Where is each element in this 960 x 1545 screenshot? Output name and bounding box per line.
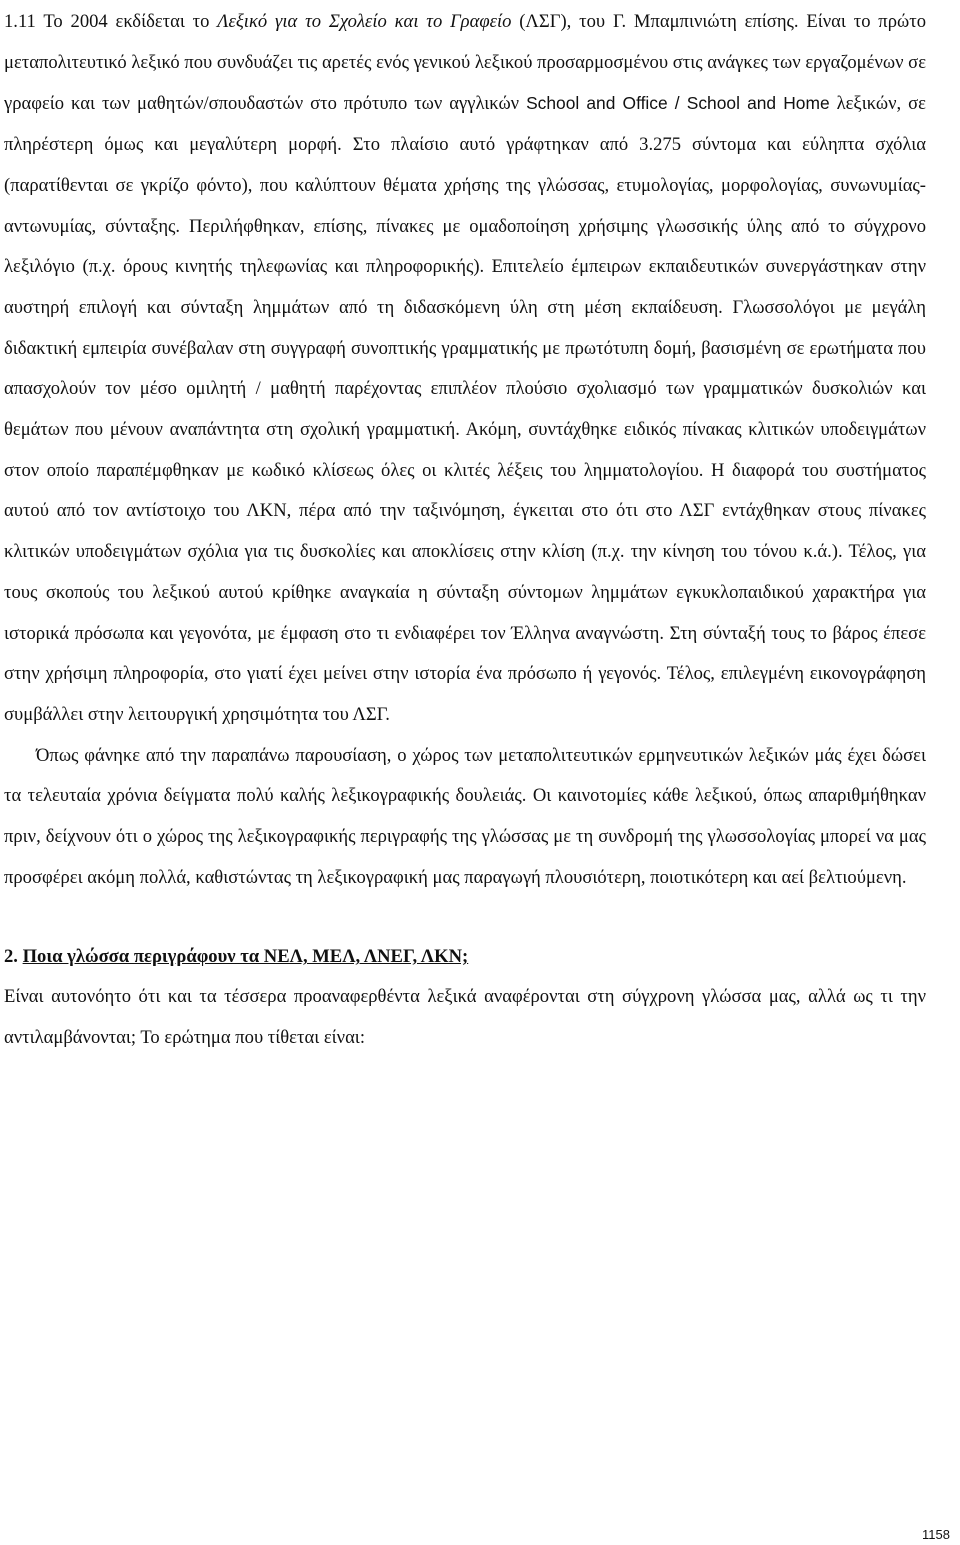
page-number: 1158 (922, 1527, 950, 1542)
paragraph-conclusion: Όπως φάνηκε από την παραπάνω παρουσίαση, ο χώρος των μεταπολιτευτικών ερμηνευτικών λεξικών μάς έχει δώσει τα τελευταία χρόνια δείγματα πολύ καλής λεξικογραφικής δουλειάς. Οι καινοτομίες κάθε λεξικού, όπως απαριθμήθηκαν πριν, δείχνουν ότι ο χώρος της λεξικογραφικής περιγραφής της γλώσσας με τη συνδρομή της γλωσσολογίας μπορεί να μας προσφέρει ακόμη πολλά, καθιστώντας τη λεξικογραφική μας παραγωγή πλουσιότερη, ποιοτικότερη και αεί βελτιούμενη. (4, 744, 926, 888)
section-title: Ποια γλώσσα περιγράφουν τα ΝΕΛ, ΜΕΛ, ΛΝΕΓ, ΛΚΝ; (22, 946, 469, 968)
paragraph-after-title: (ΛΣΓ), του Γ. Μπαμπινιώτη επίσης. Είναι το πρώτο μεταπολιτευτικό λεξικό που συνδυάζει τις αρετές ενός γενικού λεξικού προσαρμοσμένου στις ανάγκες των εργαζομένων σε γραφείο και των μαθητών/σπουδαστών στο πρότυπο των αγγλικών (4, 11, 926, 115)
paragraph-question: Είναι αυτονόητο ότι και τα τέσσερα προαναφερθέντα λεξικά αναφέρονται στη σύγχρονη γλώσσα μας, αλλά ως τι την αντιλαμβάνονται; Το ερώτημα που τίθεται είναι: (4, 986, 926, 1049)
paragraph-ltsg-description (4, 2, 926, 736)
english-dictionary-terms: School and Office / School and Home (526, 93, 830, 114)
paragraph-rest: λεξικών, σε πληρέστερη όμως και μεγαλύτερη μορφή. Στο πλαίσιο αυτό γράφτηκαν από 3.275 σύντομα και εύληπτα σχόλια (παρατίθενται σε γκρίζο φόντο), που καλύπτουν θέματα χρήσης της γλώσσας, ετυμολογίας, μορφολογίας, συνωνυμίας-αντωνυμίας, σύνταξης. Περιλήφθηκαν, επίσης, πίνακες με ομαδοποίηση χρήσιμης γλωσσικής ύλης από το σύγχρονο λεξιλόγιο (π.χ. όρους κινητής τηλεφωνίας και πληροφορικής). Επιτελείο έμπειρων εκπαιδευτικών συνεργάστηκαν στην αυστηρή επιλογή και σύνταξη λημμάτων από τη διδασκόμενη ύλη στη μέση εκπαίδευση. Γλωσσολόγοι με μεγάλη διδακτική εμπειρία συνέβαλαν στη συγγραφή συνοπτικής γραμματικής με πρωτότυπη δομή, βασισμένη σε ερωτήματα που απασχολούν τον μέσο ομιλητή / μαθητή παρέχοντας επιπλέον πλούσιο σχολιασμό των γραμματικών δυσκολιών και θεμάτων που μένουν αναπάντητα στη σχολική γραμματική. Ακόμη, συντάχθηκε ειδικός πίνακας κλιτικών υποδειγμάτων στον οποίο παραπέμφθηκαν με κωδικό κλίσεως όλες οι κλιτές λέξεις του λημματολογίου. Η διαφορά του συστήματος αυτού από τον αντίστοιχο του ΛΚΝ, πέρα από την ταξινόμηση, έγκειται στο ότι στο ΛΣΓ εντάχθηκαν στους πίνακες κλιτικών υποδειγμάτων σχόλια για τις δυσκολίες και αποκλίσεις στην κλίση (π.χ. την κίνηση του τόνου κ.ά.). Τέλος, για τους σκοπούς του λεξικού αυτού κρίθηκε αναγκαία η σύνταξη σύντομων λημμάτων εγκυκλοπαιδικού χαρακτήρα για ιστορικά πρόσωπα και γεγονότα, με έμφαση στο τι ενδιαφέρει τον Έλληνα αναγνώστη. Στη σύνταξή τους το βάρος έπεσε στην χρήσιμη πληροφορία, στο γιατί έχει μείνει στην ιστορία ένα πρόσωπο ή γεγονός. Τέλος, επιλεγμένη εικονογράφηση συμβάλλει στην λειτουργική χρησιμότητα του ΛΣΓ. (4, 93, 926, 725)
section-heading (4, 937, 926, 977)
paragraph-intro: 1.11 Το 2004 εκδίδεται το (4, 11, 218, 32)
document-page (4, 2, 926, 1059)
section-number: 2. (4, 946, 23, 968)
dictionary-title: Λεξικό για το Σχολείο και το Γραφείο (217, 11, 512, 32)
